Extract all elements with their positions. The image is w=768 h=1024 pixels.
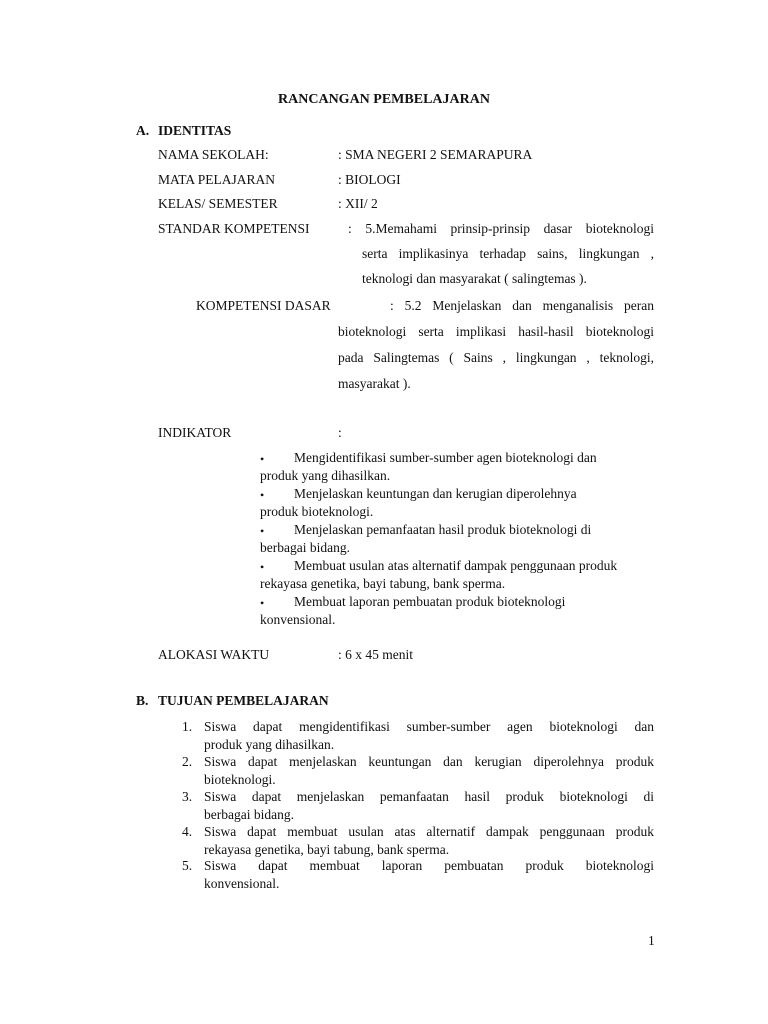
tujuan-item-cont: bioteknologi.: [204, 772, 276, 787]
document-title: RANCANGAN PEMBELAJARAN: [278, 92, 490, 107]
kompetensi-dasar-label: KOMPETENSI DASAR: [196, 298, 331, 313]
nama-sekolah-label: NAMA SEKOLAH:: [158, 147, 269, 162]
bullet-icon: •: [260, 524, 265, 538]
tujuan-item: Siswa dapat menjelaskan pemanfaatan hasil produk bioteknologi di: [204, 789, 654, 804]
nama-sekolah-value: : SMA NEGERI 2 SEMARAPURA: [338, 147, 533, 162]
tujuan-item-number: 1.: [182, 719, 193, 734]
indikator-item: Menjelaskan keuntungan dan kerugian diperolehnya: [294, 486, 577, 501]
section-a-letter: A.: [136, 123, 150, 138]
tujuan-item-number: 4.: [182, 824, 193, 839]
section-b-letter: B.: [136, 693, 149, 708]
tujuan-item-cont: rekayasa genetika, bayi tabung, bank sperma.: [204, 842, 450, 857]
tujuan-item: Siswa dapat membuat usulan atas alternatif dampak penggunaan produk: [204, 824, 654, 839]
tujuan-item-cont: berbagai bidang.: [204, 807, 294, 822]
page-number: 1: [648, 933, 655, 948]
alokasi-waktu-value: : 6 x 45 menit: [338, 647, 413, 662]
tujuan-item: Siswa dapat mengidentifikasi sumber-sumber agen bioteknologi dan: [204, 719, 654, 734]
section-a-heading: IDENTITAS: [158, 123, 232, 138]
kompetensi-dasar-line: bioteknologi serta implikasi hasil-hasil bioteknologi: [338, 324, 654, 339]
indikator-item-cont: konvensional.: [260, 612, 336, 627]
tujuan-item-number: 5.: [182, 858, 193, 873]
tujuan-item-cont: konvensional.: [204, 876, 280, 891]
section-b-heading: TUJUAN PEMBELAJARAN: [158, 693, 329, 708]
alokasi-waktu-label: ALOKASI WAKTU: [158, 647, 270, 662]
standar-kompetensi-line: teknologi dan masyarakat ( salingtemas ).: [362, 271, 587, 286]
indikator-item-cont: produk yang dihasilkan.: [260, 468, 391, 483]
kompetensi-dasar-line: : 5.2 Menjelaskan dan menganalisis peran: [390, 298, 654, 313]
indikator-item: Membuat laporan pembuatan produk bioteknologi: [294, 594, 566, 609]
standar-kompetensi-label: STANDAR KOMPETENSI: [158, 221, 310, 236]
indikator-item-cont: berbagai bidang.: [260, 540, 350, 555]
kompetensi-dasar-line: masyarakat ).: [338, 376, 411, 391]
tujuan-item-cont: produk yang dihasilkan.: [204, 737, 335, 752]
tujuan-item: Siswa dapat membuat laporan pembuatan produk bioteknologi: [204, 858, 654, 873]
mata-pelajaran-value: : BIOLOGI: [338, 172, 401, 187]
bullet-icon: •: [260, 488, 265, 502]
indikator-item: Mengidentifikasi sumber-sumber agen bioteknologi dan: [294, 450, 597, 465]
standar-kompetensi-line: : 5.Memahami prinsip-prinsip dasar bioteknologi: [348, 221, 654, 236]
tujuan-item-number: 2.: [182, 754, 193, 769]
tujuan-item: Siswa dapat menjelaskan keuntungan dan kerugian diperolehnya produk: [204, 754, 654, 769]
kompetensi-dasar-line: pada Salingtemas ( Sains , lingkungan , teknologi,: [338, 350, 654, 365]
indikator-item-cont: produk bioteknologi.: [260, 504, 374, 519]
kelas-semester-label: KELAS/ SEMESTER: [158, 196, 278, 211]
indikator-colon: :: [338, 425, 342, 440]
standar-kompetensi-line: serta implikasinya terhadap sains, lingkungan ,: [362, 246, 654, 261]
indikator-item: Menjelaskan pemanfaatan hasil produk bioteknologi di: [294, 522, 592, 537]
bullet-icon: •: [260, 596, 265, 610]
kelas-semester-value: : XII/ 2: [338, 196, 378, 211]
indikator-item-cont: rekayasa genetika, bayi tabung, bank sperma.: [260, 576, 506, 591]
tujuan-item-number: 3.: [182, 789, 193, 804]
indikator-label: INDIKATOR: [158, 425, 232, 440]
mata-pelajaran-label: MATA PELAJARAN: [158, 172, 276, 187]
bullet-icon: •: [260, 452, 265, 466]
bullet-icon: •: [260, 560, 265, 574]
indikator-item: Membuat usulan atas alternatif dampak penggunaan produk: [294, 558, 618, 573]
